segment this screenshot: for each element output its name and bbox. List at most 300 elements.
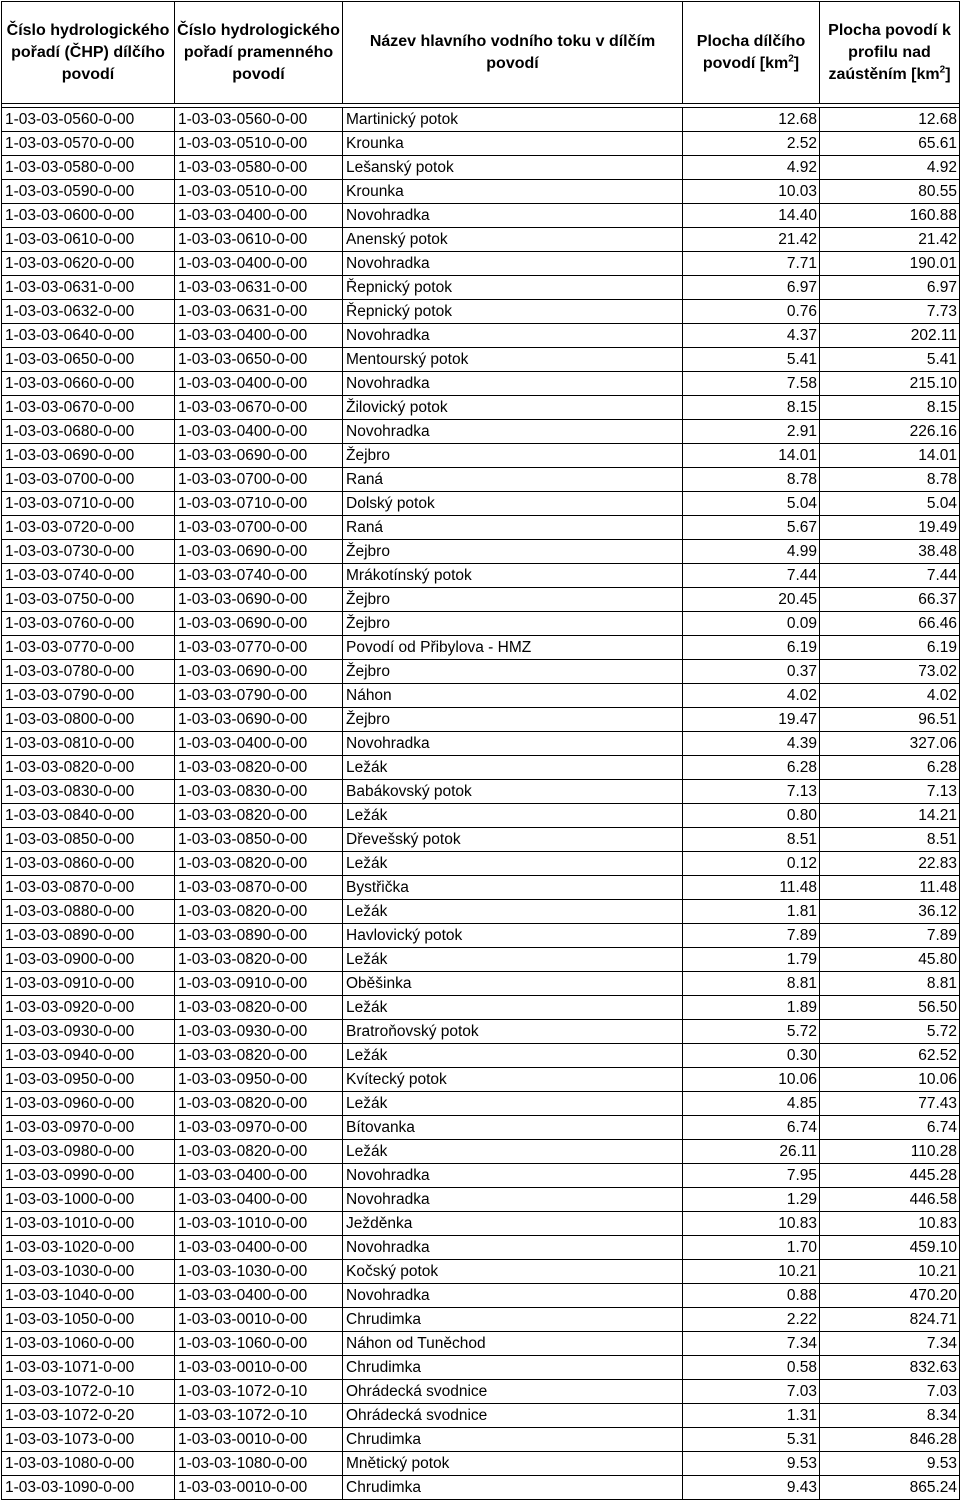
- cell-chp-subbasin: 1-03-03-0830-0-00: [2, 780, 175, 804]
- table-row: [2, 1140, 960, 1164]
- cell-stream-name: Kočský potok: [343, 1260, 683, 1284]
- cell-subbasin-area: 0.30: [683, 1044, 820, 1068]
- cell-subbasin-area: 0.12: [683, 852, 820, 876]
- cell-total-area: 110.28: [820, 1140, 960, 1164]
- cell-subbasin-area: 6.19: [683, 636, 820, 660]
- cell-stream-name: Povodí od Přibylova - HMZ: [343, 636, 683, 660]
- cell-subbasin-area: 20.45: [683, 588, 820, 612]
- cell-subbasin-area: 0.80: [683, 804, 820, 828]
- cell-chp-subbasin: 1-03-03-1000-0-00: [2, 1188, 175, 1212]
- cell-subbasin-area: 1.89: [683, 996, 820, 1020]
- cell-chp-subbasin: 1-03-03-0860-0-00: [2, 852, 175, 876]
- cell-stream-name: Novohradka: [343, 1188, 683, 1212]
- cell-total-area: 160.88: [820, 204, 960, 228]
- cell-chp-source-basin: 1-03-03-1030-0-00: [175, 1260, 343, 1284]
- cell-chp-subbasin: 1-03-03-0650-0-00: [2, 348, 175, 372]
- cell-stream-name: Chrudimka: [343, 1356, 683, 1380]
- cell-subbasin-area: 10.21: [683, 1260, 820, 1284]
- cell-chp-source-basin: 1-03-03-0830-0-00: [175, 780, 343, 804]
- cell-subbasin-area: 6.74: [683, 1116, 820, 1140]
- cell-total-area: 6.19: [820, 636, 960, 660]
- cell-stream-name: Žejbro: [343, 660, 683, 684]
- cell-chp-source-basin: 1-03-03-0510-0-00: [175, 180, 343, 204]
- cell-chp-subbasin: 1-03-03-0580-0-00: [2, 156, 175, 180]
- table-row: [2, 1284, 960, 1308]
- cell-subbasin-area: 19.47: [683, 708, 820, 732]
- cell-total-area: 36.12: [820, 900, 960, 924]
- cell-chp-subbasin: 1-03-03-0980-0-00: [2, 1140, 175, 1164]
- cell-chp-source-basin: 1-03-03-0930-0-00: [175, 1020, 343, 1044]
- cell-total-area: 10.21: [820, 1260, 960, 1284]
- cell-total-area: 14.21: [820, 804, 960, 828]
- cell-stream-name: Mnětický potok: [343, 1452, 683, 1476]
- cell-chp-source-basin: 1-03-03-0700-0-00: [175, 516, 343, 540]
- cell-subbasin-area: 4.92: [683, 156, 820, 180]
- table-row: [2, 684, 960, 708]
- table-row: [2, 564, 960, 588]
- cell-chp-subbasin: 1-03-03-0570-0-00: [2, 132, 175, 156]
- cell-stream-name: Ležák: [343, 756, 683, 780]
- cell-subbasin-area: 10.03: [683, 180, 820, 204]
- watershed-table: [1, 1, 960, 1500]
- table-row: [2, 828, 960, 852]
- cell-total-area: 22.83: [820, 852, 960, 876]
- cell-subbasin-area: 1.31: [683, 1404, 820, 1428]
- table-row: [2, 300, 960, 324]
- cell-chp-source-basin: 1-03-03-0950-0-00: [175, 1068, 343, 1092]
- cell-total-area: 7.03: [820, 1380, 960, 1404]
- cell-total-area: 6.74: [820, 1116, 960, 1140]
- table-row: [2, 612, 960, 636]
- cell-chp-subbasin: 1-03-03-0800-0-00: [2, 708, 175, 732]
- cell-chp-source-basin: 1-03-03-0010-0-00: [175, 1476, 343, 1500]
- table-row: [2, 732, 960, 756]
- table-row: [2, 396, 960, 420]
- cell-chp-source-basin: 1-03-03-0400-0-00: [175, 732, 343, 756]
- table-row: [2, 948, 960, 972]
- cell-chp-source-basin: 1-03-03-0820-0-00: [175, 948, 343, 972]
- cell-subbasin-area: 5.67: [683, 516, 820, 540]
- cell-subbasin-area: 0.76: [683, 300, 820, 324]
- cell-subbasin-area: 7.95: [683, 1164, 820, 1188]
- cell-stream-name: Ležák: [343, 1092, 683, 1116]
- cell-subbasin-area: 1.79: [683, 948, 820, 972]
- cell-chp-subbasin: 1-03-03-0930-0-00: [2, 1020, 175, 1044]
- cell-total-area: 215.10: [820, 372, 960, 396]
- cell-chp-subbasin: 1-03-03-0870-0-00: [2, 876, 175, 900]
- cell-stream-name: Krounka: [343, 132, 683, 156]
- cell-chp-subbasin: 1-03-03-0640-0-00: [2, 324, 175, 348]
- cell-stream-name: Raná: [343, 468, 683, 492]
- cell-subbasin-area: 26.11: [683, 1140, 820, 1164]
- cell-total-area: 824.71: [820, 1308, 960, 1332]
- cell-stream-name: Novohradka: [343, 252, 683, 276]
- cell-subbasin-area: 5.04: [683, 492, 820, 516]
- cell-subbasin-area: 6.28: [683, 756, 820, 780]
- header-subbasin-area: [683, 2, 820, 104]
- cell-chp-subbasin: 1-03-03-0750-0-00: [2, 588, 175, 612]
- header-total-area-text: Plocha povodí k profilu nad zaústěním [km: [828, 21, 951, 83]
- cell-chp-subbasin: 1-03-03-0680-0-00: [2, 420, 175, 444]
- table-row: [2, 492, 960, 516]
- cell-chp-subbasin: 1-03-03-0780-0-00: [2, 660, 175, 684]
- cell-chp-source-basin: 1-03-03-0820-0-00: [175, 804, 343, 828]
- cell-chp-source-basin: 1-03-03-0400-0-00: [175, 204, 343, 228]
- table-row: [2, 1092, 960, 1116]
- cell-chp-subbasin: 1-03-03-0900-0-00: [2, 948, 175, 972]
- cell-stream-name: Havlovický potok: [343, 924, 683, 948]
- cell-stream-name: Lešanský potok: [343, 156, 683, 180]
- cell-chp-source-basin: 1-03-03-0820-0-00: [175, 1140, 343, 1164]
- cell-subbasin-area: 0.58: [683, 1356, 820, 1380]
- cell-chp-subbasin: 1-03-03-0990-0-00: [2, 1164, 175, 1188]
- cell-chp-subbasin: 1-03-03-0631-0-00: [2, 276, 175, 300]
- cell-chp-source-basin: 1-03-03-0510-0-00: [175, 132, 343, 156]
- cell-total-area: 7.13: [820, 780, 960, 804]
- cell-chp-subbasin: 1-03-03-0910-0-00: [2, 972, 175, 996]
- cell-chp-source-basin: 1-03-03-0670-0-00: [175, 396, 343, 420]
- cell-chp-source-basin: 1-03-03-0400-0-00: [175, 252, 343, 276]
- cell-stream-name: Babákovský potok: [343, 780, 683, 804]
- cell-chp-subbasin: 1-03-03-1040-0-00: [2, 1284, 175, 1308]
- cell-chp-subbasin: 1-03-03-0710-0-00: [2, 492, 175, 516]
- table-row: [2, 468, 960, 492]
- cell-chp-source-basin: 1-03-03-0010-0-00: [175, 1428, 343, 1452]
- cell-subbasin-area: 5.72: [683, 1020, 820, 1044]
- cell-stream-name: Ležák: [343, 900, 683, 924]
- cell-total-area: 4.02: [820, 684, 960, 708]
- cell-subbasin-area: 8.81: [683, 972, 820, 996]
- cell-chp-subbasin: 1-03-03-1090-0-00: [2, 1476, 175, 1500]
- cell-chp-subbasin: 1-03-03-0730-0-00: [2, 540, 175, 564]
- cell-stream-name: Novohradka: [343, 204, 683, 228]
- cell-chp-subbasin: 1-03-03-0690-0-00: [2, 444, 175, 468]
- cell-subbasin-area: 8.15: [683, 396, 820, 420]
- table-row: [2, 924, 960, 948]
- table-row: [2, 1068, 960, 1092]
- cell-chp-source-basin: 1-03-03-0700-0-00: [175, 468, 343, 492]
- table-row: [2, 108, 960, 132]
- cell-total-area: 7.89: [820, 924, 960, 948]
- cell-total-area: 446.58: [820, 1188, 960, 1212]
- cell-stream-name: Novohradka: [343, 1236, 683, 1260]
- cell-total-area: 11.48: [820, 876, 960, 900]
- cell-chp-source-basin: 1-03-03-0690-0-00: [175, 708, 343, 732]
- cell-chp-subbasin: 1-03-03-0700-0-00: [2, 468, 175, 492]
- cell-chp-source-basin: 1-03-03-0560-0-00: [175, 108, 343, 132]
- header-total-area-end: ]: [945, 65, 951, 83]
- table-row: [2, 1212, 960, 1236]
- cell-total-area: 65.61: [820, 132, 960, 156]
- cell-chp-source-basin: 1-03-03-0010-0-00: [175, 1356, 343, 1380]
- cell-stream-name: Novohradka: [343, 1164, 683, 1188]
- cell-total-area: 77.43: [820, 1092, 960, 1116]
- table-row: [2, 1332, 960, 1356]
- cell-subbasin-area: 10.83: [683, 1212, 820, 1236]
- table-row: [2, 540, 960, 564]
- cell-stream-name: Oběšinka: [343, 972, 683, 996]
- cell-total-area: 202.11: [820, 324, 960, 348]
- table-row: [2, 276, 960, 300]
- cell-chp-source-basin: 1-03-03-0690-0-00: [175, 660, 343, 684]
- cell-chp-source-basin: 1-03-03-0770-0-00: [175, 636, 343, 660]
- table-row: [2, 1380, 960, 1404]
- cell-subbasin-area: 2.52: [683, 132, 820, 156]
- cell-subbasin-area: 4.02: [683, 684, 820, 708]
- table-row: [2, 900, 960, 924]
- cell-chp-subbasin: 1-03-03-0610-0-00: [2, 228, 175, 252]
- table-row: [2, 1188, 960, 1212]
- cell-subbasin-area: 7.13: [683, 780, 820, 804]
- table-row: [2, 444, 960, 468]
- table-row: [2, 132, 960, 156]
- cell-chp-source-basin: 1-03-03-0820-0-00: [175, 756, 343, 780]
- cell-stream-name: Bratroňovský potok: [343, 1020, 683, 1044]
- cell-chp-source-basin: 1-03-03-0790-0-00: [175, 684, 343, 708]
- cell-chp-source-basin: 1-03-03-0740-0-00: [175, 564, 343, 588]
- header-chp-subbasin: Číslo hydrologického pořadí (ČHP) dílčího povodí: [2, 2, 175, 104]
- cell-chp-subbasin: 1-03-03-0880-0-00: [2, 900, 175, 924]
- cell-subbasin-area: 0.09: [683, 612, 820, 636]
- cell-total-area: 190.01: [820, 252, 960, 276]
- cell-total-area: 470.20: [820, 1284, 960, 1308]
- cell-subbasin-area: 7.03: [683, 1380, 820, 1404]
- cell-subbasin-area: 8.78: [683, 468, 820, 492]
- cell-subbasin-area: 4.39: [683, 732, 820, 756]
- cell-subbasin-area: 7.58: [683, 372, 820, 396]
- cell-stream-name: Bystřička: [343, 876, 683, 900]
- cell-total-area: 56.50: [820, 996, 960, 1020]
- header-main-stream-name: Název hlavního vodního toku v dílčím povodí: [343, 2, 683, 104]
- cell-chp-subbasin: 1-03-03-0840-0-00: [2, 804, 175, 828]
- cell-stream-name: Chrudimka: [343, 1308, 683, 1332]
- cell-chp-source-basin: 1-03-03-0400-0-00: [175, 1284, 343, 1308]
- cell-chp-source-basin: 1-03-03-0850-0-00: [175, 828, 343, 852]
- cell-stream-name: Ježděnka: [343, 1212, 683, 1236]
- cell-chp-subbasin: 1-03-03-1060-0-00: [2, 1332, 175, 1356]
- cell-stream-name: Krounka: [343, 180, 683, 204]
- cell-stream-name: Žejbro: [343, 444, 683, 468]
- cell-chp-source-basin: 1-03-03-0690-0-00: [175, 444, 343, 468]
- cell-chp-subbasin: 1-03-03-0660-0-00: [2, 372, 175, 396]
- cell-stream-name: Chrudimka: [343, 1476, 683, 1500]
- cell-total-area: 6.28: [820, 756, 960, 780]
- cell-subbasin-area: 1.81: [683, 900, 820, 924]
- cell-total-area: 5.04: [820, 492, 960, 516]
- cell-subbasin-area: 12.68: [683, 108, 820, 132]
- cell-chp-source-basin: 1-03-03-0690-0-00: [175, 612, 343, 636]
- table-row: [2, 1020, 960, 1044]
- cell-stream-name: Kvítecký potok: [343, 1068, 683, 1092]
- table-row: [2, 324, 960, 348]
- header-total-area-sup: 2: [939, 64, 946, 76]
- cell-stream-name: Ležák: [343, 1044, 683, 1068]
- cell-stream-name: Martinický potok: [343, 108, 683, 132]
- cell-chp-subbasin: 1-03-03-0960-0-00: [2, 1092, 175, 1116]
- cell-subbasin-area: 5.31: [683, 1428, 820, 1452]
- cell-total-area: 8.15: [820, 396, 960, 420]
- cell-stream-name: Mentourský potok: [343, 348, 683, 372]
- cell-chp-source-basin: 1-03-03-0970-0-00: [175, 1116, 343, 1140]
- table-row: [2, 708, 960, 732]
- cell-total-area: 8.51: [820, 828, 960, 852]
- table-row: [2, 180, 960, 204]
- cell-subbasin-area: 21.42: [683, 228, 820, 252]
- cell-total-area: 96.51: [820, 708, 960, 732]
- cell-stream-name: Žilovický potok: [343, 396, 683, 420]
- table-row: [2, 348, 960, 372]
- table-row: [2, 1404, 960, 1428]
- cell-chp-subbasin: 1-03-03-1050-0-00: [2, 1308, 175, 1332]
- cell-chp-subbasin: 1-03-03-0820-0-00: [2, 756, 175, 780]
- cell-chp-source-basin: 1-03-03-0400-0-00: [175, 1188, 343, 1212]
- cell-stream-name: Novohradka: [343, 372, 683, 396]
- cell-stream-name: Ležák: [343, 1140, 683, 1164]
- cell-subbasin-area: 7.89: [683, 924, 820, 948]
- cell-subbasin-area: 7.44: [683, 564, 820, 588]
- cell-total-area: 80.55: [820, 180, 960, 204]
- header-total-area: [820, 2, 960, 104]
- cell-chp-subbasin: 1-03-03-1072-0-20: [2, 1404, 175, 1428]
- cell-chp-source-basin: 1-03-03-0820-0-00: [175, 1044, 343, 1068]
- cell-chp-subbasin: 1-03-03-0600-0-00: [2, 204, 175, 228]
- cell-chp-source-basin: 1-03-03-0710-0-00: [175, 492, 343, 516]
- table-row: [2, 1044, 960, 1068]
- cell-stream-name: Řepnický potok: [343, 300, 683, 324]
- header-subbasin-area-text: Plocha dílčího povodí [km: [696, 32, 806, 72]
- cell-stream-name: Náhon: [343, 684, 683, 708]
- table-row: [2, 1116, 960, 1140]
- cell-stream-name: Řepnický potok: [343, 276, 683, 300]
- cell-subbasin-area: 5.41: [683, 348, 820, 372]
- cell-total-area: 865.24: [820, 1476, 960, 1500]
- cell-subbasin-area: 1.70: [683, 1236, 820, 1260]
- cell-chp-source-basin: 1-03-03-0631-0-00: [175, 276, 343, 300]
- table-row: [2, 1308, 960, 1332]
- header-subbasin-area-sup: 2: [788, 53, 794, 65]
- cell-chp-subbasin: 1-03-03-0940-0-00: [2, 1044, 175, 1068]
- cell-chp-subbasin: 1-03-03-0632-0-00: [2, 300, 175, 324]
- cell-stream-name: Žejbro: [343, 612, 683, 636]
- cell-chp-source-basin: 1-03-03-0400-0-00: [175, 372, 343, 396]
- cell-chp-subbasin: 1-03-03-0790-0-00: [2, 684, 175, 708]
- table-body: [2, 104, 960, 1500]
- table-row: [2, 204, 960, 228]
- table-row: [2, 660, 960, 684]
- cell-chp-source-basin: 1-03-03-0650-0-00: [175, 348, 343, 372]
- cell-chp-subbasin: 1-03-03-0670-0-00: [2, 396, 175, 420]
- table-row: [2, 636, 960, 660]
- cell-subbasin-area: 1.29: [683, 1188, 820, 1212]
- cell-subbasin-area: 9.43: [683, 1476, 820, 1500]
- cell-chp-source-basin: 1-03-03-0610-0-00: [175, 228, 343, 252]
- cell-chp-source-basin: 1-03-03-0820-0-00: [175, 996, 343, 1020]
- cell-stream-name: Novohradka: [343, 1284, 683, 1308]
- cell-total-area: 38.48: [820, 540, 960, 564]
- cell-total-area: 6.97: [820, 276, 960, 300]
- cell-chp-subbasin: 1-03-03-0740-0-00: [2, 564, 175, 588]
- cell-total-area: 8.81: [820, 972, 960, 996]
- cell-stream-name: Dřevešský potok: [343, 828, 683, 852]
- cell-chp-source-basin: 1-03-03-1010-0-00: [175, 1212, 343, 1236]
- cell-subbasin-area: 2.91: [683, 420, 820, 444]
- cell-total-area: 445.28: [820, 1164, 960, 1188]
- table-row: [2, 372, 960, 396]
- cell-total-area: 8.34: [820, 1404, 960, 1428]
- table-row: [2, 780, 960, 804]
- cell-chp-source-basin: 1-03-03-0870-0-00: [175, 876, 343, 900]
- cell-total-area: 14.01: [820, 444, 960, 468]
- table-header: [2, 2, 960, 104]
- cell-subbasin-area: 11.48: [683, 876, 820, 900]
- cell-chp-subbasin: 1-03-03-0950-0-00: [2, 1068, 175, 1092]
- cell-stream-name: Dolský potok: [343, 492, 683, 516]
- table-row: [2, 1236, 960, 1260]
- cell-subbasin-area: 14.40: [683, 204, 820, 228]
- cell-chp-source-basin: 1-03-03-0400-0-00: [175, 420, 343, 444]
- cell-total-area: 19.49: [820, 516, 960, 540]
- cell-chp-subbasin: 1-03-03-0620-0-00: [2, 252, 175, 276]
- cell-total-area: 4.92: [820, 156, 960, 180]
- cell-stream-name: Ohrádecká svodnice: [343, 1380, 683, 1404]
- cell-stream-name: Novohradka: [343, 420, 683, 444]
- cell-subbasin-area: 6.97: [683, 276, 820, 300]
- cell-stream-name: Náhon od Tuněchod: [343, 1332, 683, 1356]
- table-row: [2, 1476, 960, 1500]
- cell-stream-name: Ohrádecká svodnice: [343, 1404, 683, 1428]
- cell-subbasin-area: 7.34: [683, 1332, 820, 1356]
- cell-chp-subbasin: 1-03-03-1071-0-00: [2, 1356, 175, 1380]
- cell-chp-subbasin: 1-03-03-0850-0-00: [2, 828, 175, 852]
- cell-chp-source-basin: 1-03-03-0820-0-00: [175, 852, 343, 876]
- table-row: [2, 756, 960, 780]
- cell-stream-name: Ležák: [343, 996, 683, 1020]
- table-row: [2, 156, 960, 180]
- cell-subbasin-area: 0.88: [683, 1284, 820, 1308]
- cell-total-area: 7.73: [820, 300, 960, 324]
- cell-total-area: 21.42: [820, 228, 960, 252]
- cell-total-area: 66.37: [820, 588, 960, 612]
- cell-total-area: 66.46: [820, 612, 960, 636]
- cell-stream-name: Žejbro: [343, 708, 683, 732]
- cell-chp-source-basin: 1-03-03-1072-0-10: [175, 1380, 343, 1404]
- cell-subbasin-area: 4.85: [683, 1092, 820, 1116]
- cell-chp-source-basin: 1-03-03-1080-0-00: [175, 1452, 343, 1476]
- cell-stream-name: Bítovanka: [343, 1116, 683, 1140]
- cell-stream-name: Ležák: [343, 852, 683, 876]
- cell-stream-name: Novohradka: [343, 324, 683, 348]
- header-chp-source-basin: Číslo hydrologického pořadí pramenného povodí: [175, 2, 343, 104]
- cell-chp-source-basin: 1-03-03-1060-0-00: [175, 1332, 343, 1356]
- table-row: [2, 1356, 960, 1380]
- table-row: [2, 852, 960, 876]
- cell-subbasin-area: 0.37: [683, 660, 820, 684]
- table-row: [2, 972, 960, 996]
- cell-chp-subbasin: 1-03-03-0810-0-00: [2, 732, 175, 756]
- cell-total-area: 5.41: [820, 348, 960, 372]
- table-row: [2, 1428, 960, 1452]
- cell-chp-source-basin: 1-03-03-0400-0-00: [175, 1164, 343, 1188]
- cell-total-area: 9.53: [820, 1452, 960, 1476]
- cell-total-area: 7.34: [820, 1332, 960, 1356]
- cell-subbasin-area: 7.71: [683, 252, 820, 276]
- cell-chp-subbasin: 1-03-03-0560-0-00: [2, 108, 175, 132]
- cell-subbasin-area: 14.01: [683, 444, 820, 468]
- cell-total-area: 226.16: [820, 420, 960, 444]
- cell-total-area: 459.10: [820, 1236, 960, 1260]
- cell-total-area: 846.28: [820, 1428, 960, 1452]
- cell-subbasin-area: 9.53: [683, 1452, 820, 1476]
